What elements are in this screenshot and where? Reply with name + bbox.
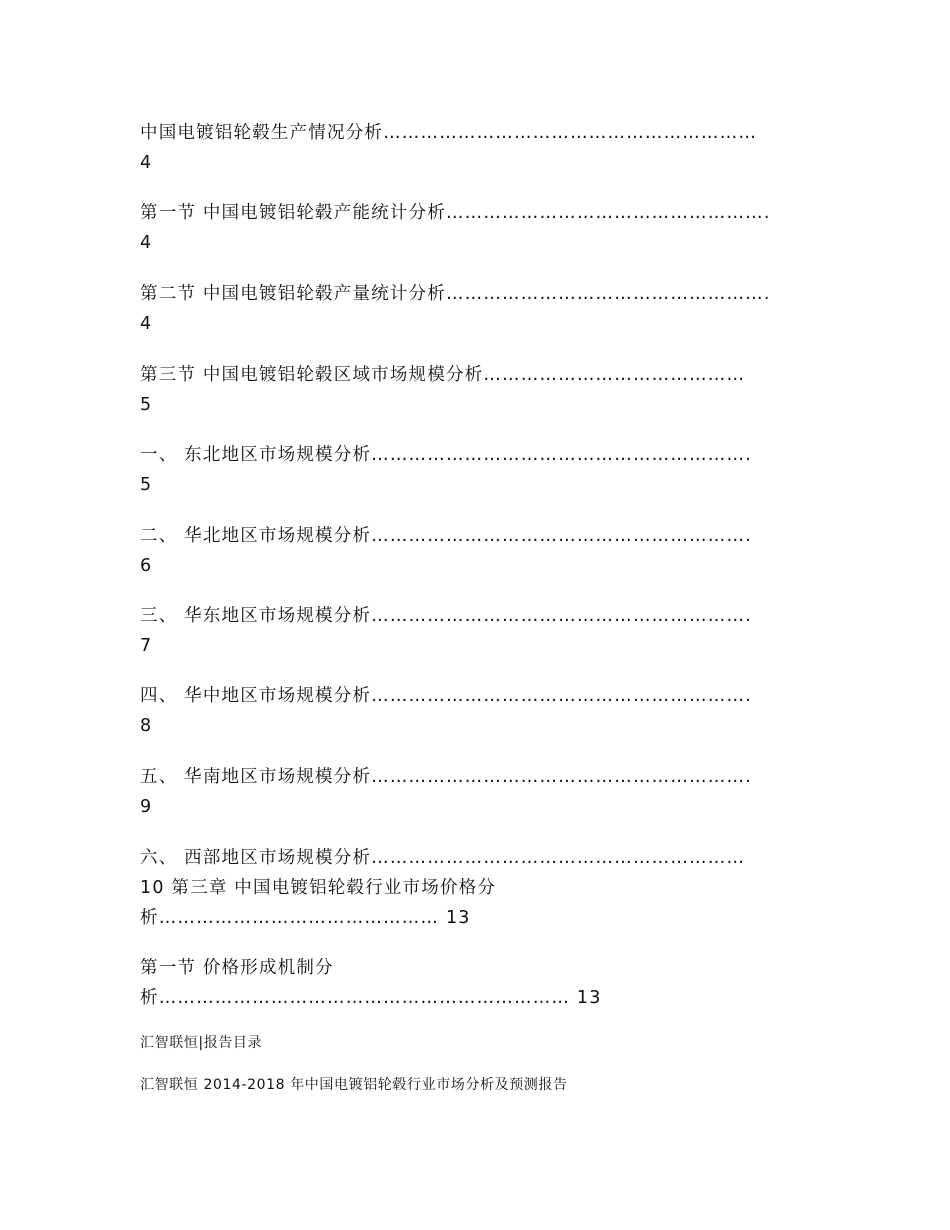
footer-header-line: 汇智联恒|报告目录 bbox=[140, 1035, 263, 1051]
toc-entry-chapter-three-page: 析……………………………………… 13 bbox=[140, 908, 471, 928]
toc-entry-regional-market: 第三节 中国电镀铝轮毂区域市场规模分析…………………………………… bbox=[140, 365, 746, 385]
toc-entry-northeast: 一、 东北地区市场规模分析……………………………………………………. bbox=[140, 445, 752, 465]
footer-report-title: 汇智联恒 2014-2018 年中国电镀铝轮毂行业市场分析及预测报告 bbox=[140, 1077, 568, 1093]
toc-page-number: 9 bbox=[140, 797, 153, 817]
toc-page-number: 4 bbox=[140, 153, 153, 173]
toc-page-number: 7 bbox=[140, 636, 153, 656]
toc-page-number: 6 bbox=[140, 556, 153, 576]
toc-page-number: 5 bbox=[140, 475, 153, 495]
toc-entry-capacity: 第一节 中国电镀铝轮毂产能统计分析……………………………………………. bbox=[140, 203, 771, 223]
toc-entry-chapter-three: 10 第三章 中国电镀铝轮毂行业市场价格分 bbox=[140, 878, 497, 898]
toc-page-number: 4 bbox=[140, 314, 153, 334]
toc-entry-central: 四、 华中地区市场规模分析……………………………………………………. bbox=[140, 686, 752, 706]
toc-entry-price-mechanism-page: 析………………………………………………………… 13 bbox=[140, 988, 602, 1008]
toc-entry-output: 第二节 中国电镀铝轮毂产量统计分析……………………………………………. bbox=[140, 284, 771, 304]
toc-entry-east: 三、 华东地区市场规模分析……………………………………………………. bbox=[140, 606, 752, 626]
toc-page-number: 4 bbox=[140, 233, 153, 253]
toc-entry-west: 六、 西部地区市场规模分析…………………………………………………… bbox=[140, 848, 746, 868]
toc-entry-production-analysis: 中国电镀铝轮毂生产情况分析…………………………………………………… bbox=[140, 123, 758, 143]
toc-entry-south: 五、 华南地区市场规模分析……………………………………………………. bbox=[140, 767, 752, 787]
toc-page-number: 8 bbox=[140, 716, 153, 736]
toc-entry-price-mechanism: 第一节 价格形成机制分 bbox=[140, 958, 334, 978]
toc-entry-north: 二、 华北地区市场规模分析……………………………………………………. bbox=[140, 526, 752, 546]
toc-page-number: 5 bbox=[140, 395, 153, 415]
